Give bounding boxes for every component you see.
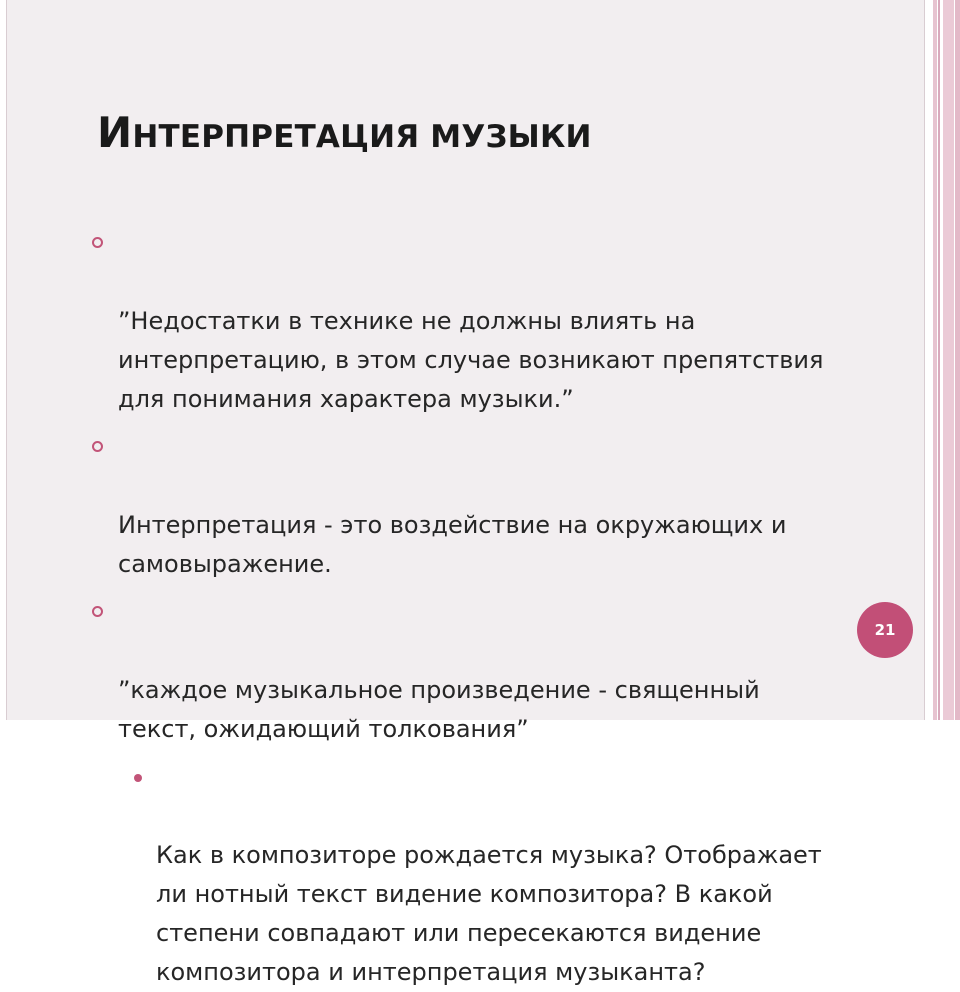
page-number: 21 bbox=[874, 621, 896, 639]
slide-content bbox=[90, 224, 880, 992]
bullet-item bbox=[90, 224, 880, 419]
bullet-item bbox=[90, 593, 880, 749]
title-first-letter: И bbox=[97, 108, 133, 157]
bullet-text: ”Недостатки в технике не должны влиять на интерпретацию, в этом случае возникают препятствия для понимания характера музыки.” bbox=[118, 307, 824, 413]
decorative-stripes bbox=[925, 0, 960, 720]
dot-bullet-icon bbox=[134, 774, 142, 782]
sub-bullet-item bbox=[130, 758, 880, 992]
ring-bullet-icon bbox=[92, 237, 103, 248]
bullet-text: ”каждое музыкальное произведение - священный текст, ожидающий толкования” bbox=[118, 676, 760, 743]
ring-bullet-icon bbox=[92, 606, 103, 617]
title-rest: НТЕРПРЕТАЦИЯ МУЗЫКИ bbox=[132, 119, 592, 155]
bullet-text: Интерпретация - это воздействие на окружающих и самовыражение. bbox=[118, 511, 787, 578]
bullet-item bbox=[90, 428, 880, 584]
slide-title bbox=[97, 108, 592, 157]
sub-bullet-text: Как в композиторе рождается музыка? Отображает ли нотный текст видение композитора? В какой степени совпадают или пересекаются видение композитора и интерпретация музыканта? bbox=[156, 841, 822, 986]
page-number-badge bbox=[857, 602, 913, 658]
ring-bullet-icon bbox=[92, 441, 103, 452]
